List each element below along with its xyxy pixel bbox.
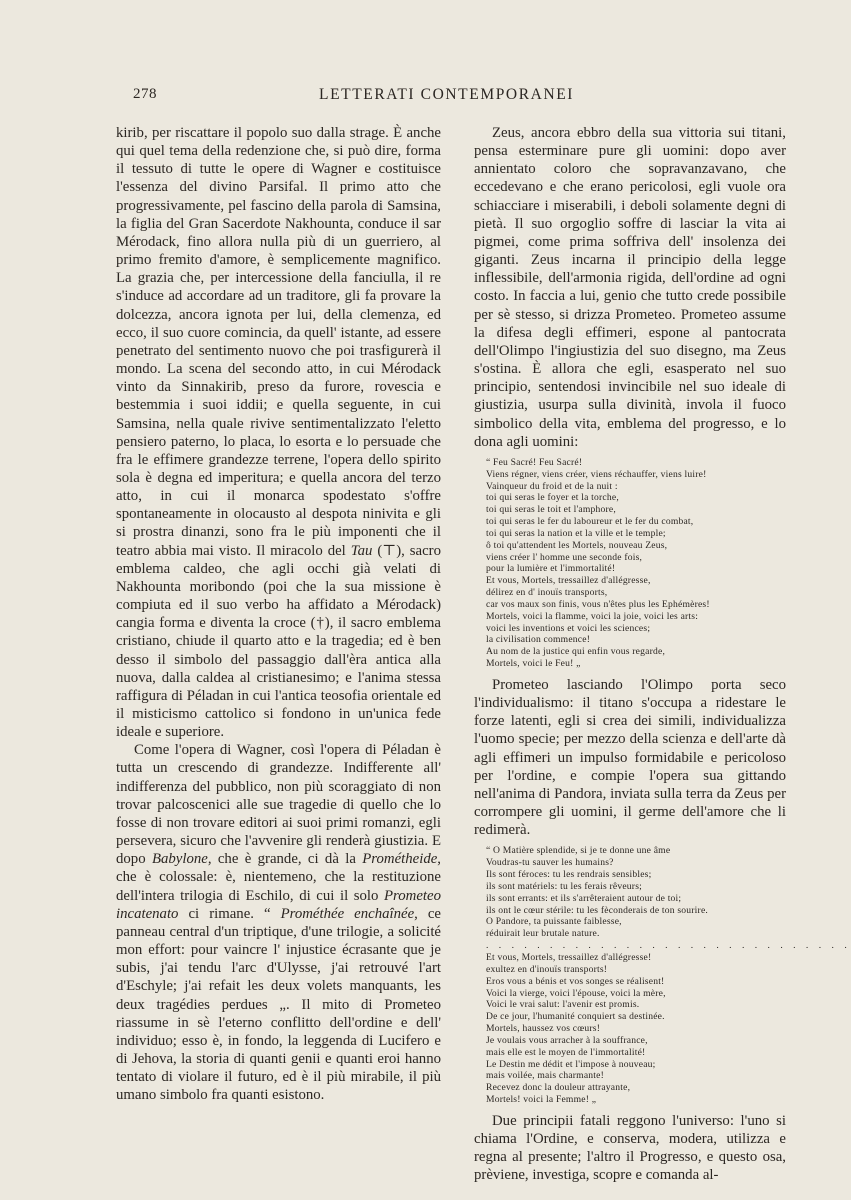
- paragraph-due-principii: Due principii fatali reggono l'universo: l'uno si chiama l'Ordine, e conserva, modera, utilizza e regna al presente; l'altro il Progresso, e questo osa, prèviene, investiga, scopre e comanda al-: [474, 1112, 786, 1184]
- paragraph-individualismo: Prometeo lasciando l'Olimpo porta seco l'individualismo: il titano s'occupa a ridestare le forze latenti, egli si crea dei simili, individualizza l'uomo specie; per mezzo della scienza e dell'arte dà agli effimeri un impulso formidabile e pericoloso per l'ordine, e compie l'opera sua gittando nell'anima di Pandora, inviata sulla terra da Zeus per corrompere gli uomini, il germe dell'amore che li redimerà.: [474, 677, 786, 839]
- left-column: [116, 124, 441, 1104]
- verse-feu-sacre: “ Feu Sacré! Feu Sacré! Viens régner, viens créer, viens réchauffer, viens luire! Vainqueur du froid et de la nuit : toi qui seras le foyer et la torche, toi qui seras le toit et l'amphore, toi qui seras le fer du laboureur et le fer du combat, toi qui seras la nation et la ville et le temple; ô toi qu'attendent les Mortels, nouveau Zeus, viens créer l' homme une seconde fois, pour la lumière et l'immortalité! Et vous, Mortels, tressaillez d'allégresse, délirez en d' inouïs transports, car vos maux son finis, vous n'êtes plus les Ephémères! Mortels, voici la flamme, voici la joie, voici les arts: voici les inventions et voici les sciences; la civilisation commence! Au nom de la justice qui enfin vous regarde, Mortels, voici le Feu! „: [486, 456, 710, 670]
- paragraph-prometheide: Come l'opera di Wagner, così l'opera di Péladan è tutta un crescendo di grandezze. Indifferente all' indifferenza del pubblico, non più scoraggiato di non trovar palcoscenici alle sue tragedie di quello che lo fosse di non trovare editori ai suoi primi romanzi, egli persevera, sicuro che l'avvenire gli renderà giustizia. E dopo Babylone, che è grande, ci dà la Prométheide, che è colossale: è, nientemeno, che la restituzione dell'intera trilogia di Eschilo, di cui il solo Prometeo incatenato ci rimane. “ Prométhée enchaînée, ce panneau central d'un triptique, d'une trilogie, a solicité mon effort: pour vaincre l' injustice écrasante que je subis, j'ai tendu l'arc d'Ulysse, j'ai retrouvé l'art d'Eschyle; j'ai refait les deux volets manquants, les deux tragédies perdues „. Il mito di Prometeo riassume in sè l'eterno conflitto dell'ordine e dell' individuo; esso è, in fondo, la leggenda di Lucifero e di Jehova, la storia di quanti genii e quanti eroi hanno tentato di violare il futuro, ed è il più mirabile, il più umano simbolo fra quanti esistono.: [116, 742, 441, 1104]
- right-column: [474, 124, 851, 1185]
- paragraph-sar-merodack: kirib, per riscattare il popolo suo dalla strage. È anche qui quel tema della redenzione che, si può dire, forma il tessuto di tutte le opere di Wagner e costituisce l'essenza del divino Parsifal. Il primo atto che progressivamente, pel fascino della parola di Samsina, la figlia del Gran Sacerdote Nakhounta, conduce il sar Mérodack, fino allora nulla più di un guerriero, al primo fremito d'amore, è semplicemente magnifico. La grazia che, per intercessione della fanciulla, il re s'induce ad accordare ad un traditore, gli fa provare la dolcezza, ancora ignota per lui, della clemenza, ed ecco, il suo cuore comincia, da quell' istante, ad essere penetrato del sentimento nuovo che poi trasfigurerà il mondo. La scena del secondo atto, in cui Mérodack vinto da Sinnakirib, preso da furore, rovescia e bestemmia i suoi iddii; e quella seguente, in cui Samsina, nella quale rivive sentimentalizzato l'eletto pensiero paterno, lo placa, lo esorta e lo persuade che fra le effimere grandezze terrene, l'opera dello spirito sola è degna ed imperitura; e quella ancora del terzo atto, in cui il monarca spodestato s'offre spontaneamente in olocausto al despota ninivita e gli si prostra dinanzi, sono fra le più imponenti che il teatro abbia mai visto. Il miracolo del Tau (⊤), sacro emblema caldeo, che agli occhi già velati di Nakhounta moribondo (poi che la sua missione è compiuta ed il suo verbo ha affidato a Mérodack) cangia forma e diventa la croce (†), il sacro emblema cristiano, chiude il quarto atto e la tragedia; ed è ben desso il simbolo del passaggio dall'èra antica alla nuova, dalla caldea al cristianesimo; e l'anima stessa raffigura di Péladan in cui l'antica teosofia orientale ed il misticismo cattolico si fondono in un'unica fede ideale e superiore.: [116, 125, 441, 741]
- page-number: 278: [133, 86, 157, 102]
- paragraph-zeus: Zeus, ancora ebbro della sua vittoria sui titani, pensa esterminare pure gli uomini: dopo aver annientato coloro che sopravanzavano, che eccedevano e che erano pericolosi, egli vuole ora schiacciare i miserabili, i deboli solamente degni di pietà. Il suo orgoglio soffre di lasciar la vita ai pigmei, come prima soffriva dell' insolenza dei giganti. Zeus incarna il principio della legge inflessibile, dell'armonia rigida, dell'ordine ad ogni costo. In faccia a lui, genio che tutto crede possibile per sè stesso, si drizza Prometeo. Prometeo assume la difesa degli effimeri, espone al pantocrata dell'Olimpo l'ingiustizia del suo disegno, ma Zeus s'ostina. È allora che egli, esasperato nel suo principio, sentendosi invincibile nel suo ideale di giustizia, usurpa sulla divinità, invola il fuoco simbolico della vita, emblema del progresso, e lo dona agli uomini:: [474, 125, 786, 450]
- running-title: LETTERATI CONTEMPORANEI: [319, 86, 575, 103]
- ellipsis-divider: . . . . . . . . . . . . . . . . . . . . . . . . . . . . .: [486, 940, 851, 952]
- page-header: [133, 86, 783, 110]
- verse-pandore: “ O Matière splendide, si je te donne une âme Voudras-tu sauver les humains? Ils sont féroces: tu les rendrais sensibles; ils sont matériels: tu les ferais rêveurs; ils sont errants: et ils s'arrêteraient autour de toi; ils ont le cœur stérile: tu les fèconderais de ton sourire. O Pandore, ta puissante faiblesse, réduirait leur brutale nature. . . . . . . . . . . . . . . . . . . . . . . . . . . . . . Et vous, Mortels, tressaillez d'allégresse! exultez en d'inouïs transports! Eros vous a bénis et vos songes se réalisent! Voici la vierge, voici l'épouse, voici la mère, Voici le vrai salut: l'avenir est promis. De ce jour, l'humanité conquiert sa destinée. Mortels, haussez vos cœurs! Je voulais vous arracher à la souffrance, mais elle est le moyen de l'immortalité! Le Destin me dédit et l'impose à nouveau; mais voilée, mais charmante! Recevez donc la douleur attrayante, Mortels! voici la Femme! „: [486, 845, 851, 1106]
